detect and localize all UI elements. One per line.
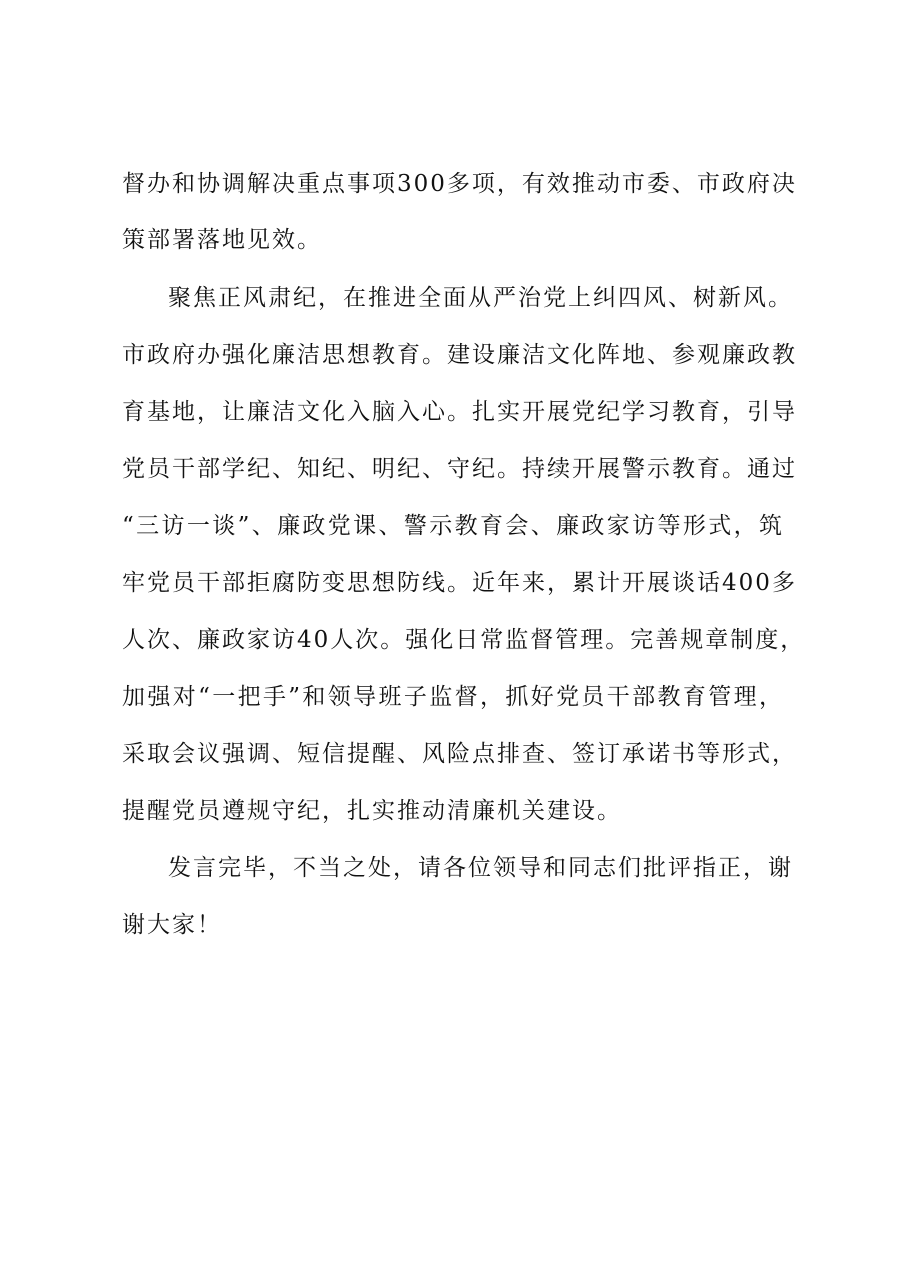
paragraph-2-line-1: 聚焦正风肃纪，在推进全面从严治党上纠四风、树新风。 bbox=[168, 285, 793, 311]
paragraph-2-line-5: “三访一谈”、廉政党课、警示教育会、廉政家访等形式，筑 bbox=[122, 513, 784, 539]
paragraph-1-line-2: 策部署落地见效。 bbox=[122, 227, 322, 253]
paragraph-2-line-10: 提醒党员遵规守纪，扎实推动清廉机关建设。 bbox=[122, 798, 622, 824]
paragraph-3-line-2: 谢大家！ bbox=[122, 912, 222, 938]
paragraph-1-line-1: 督办和协调解决重点事项300多项，有效推动市委、市政府决 bbox=[122, 171, 797, 197]
paragraph-3-line-1: 发言完毕，不当之处，请各位领导和同志们批评指正，谢 bbox=[168, 855, 793, 881]
paragraph-2-line-2: 市政府办强化廉洁思想教育。建设廉洁文化阵地、参观廉政教 bbox=[122, 342, 797, 368]
paragraph-2-line-6: 牢党员干部拒腐防变思想防线。近年来，累计开展谈话400多 bbox=[122, 570, 797, 596]
paragraph-2-line-8: 加强对“一把手”和领导班子监督，抓好党员干部教育管理， bbox=[122, 684, 784, 710]
paragraph-2-line-3: 育基地，让廉洁文化入脑入心。扎实开展党纪学习教育，引导 bbox=[122, 399, 797, 425]
paragraph-2-line-9: 采取会议强调、短信提醒、风险点排查、签订承诺书等形式， bbox=[122, 741, 797, 767]
paragraph-2-line-4: 党员干部学纪、知纪、明纪、守纪。持续开展警示教育。通过 bbox=[122, 456, 797, 482]
paragraph-2-line-7: 人次、廉政家访40人次。强化日常监督管理。完善规章制度， bbox=[122, 627, 806, 653]
